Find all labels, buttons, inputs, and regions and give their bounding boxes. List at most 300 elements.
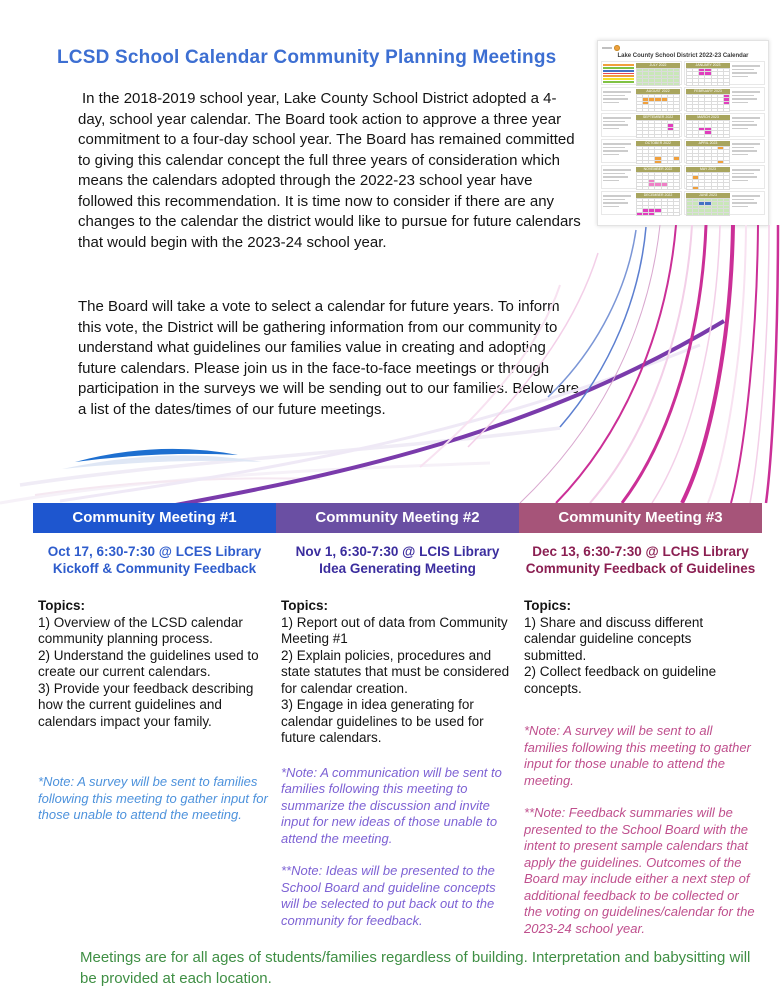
text-line bbox=[603, 143, 631, 145]
day-cell bbox=[693, 199, 698, 201]
mini-month-card bbox=[601, 139, 682, 163]
day-cell bbox=[649, 69, 654, 71]
day-cell bbox=[662, 147, 667, 149]
day-cell bbox=[699, 206, 704, 208]
day-cell bbox=[724, 128, 729, 130]
day-cell bbox=[699, 161, 704, 163]
text-line bbox=[603, 199, 625, 201]
day-cell bbox=[712, 109, 717, 111]
topic-item: 2) Explain policies, procedures and state statutes that must be considered for calendar creation. bbox=[281, 647, 510, 696]
mini-month-name: MARCH 2023 bbox=[686, 115, 730, 120]
legend-stripe bbox=[603, 81, 634, 83]
day-cell bbox=[699, 69, 704, 71]
day-cell bbox=[712, 206, 717, 208]
day-cell bbox=[662, 121, 667, 123]
day-cell bbox=[712, 187, 717, 189]
mini-month-grid bbox=[686, 198, 730, 216]
day-cell bbox=[649, 150, 654, 152]
day-cell bbox=[643, 98, 648, 100]
topic-item: 2) Understand the guidelines used to create our current calendars. bbox=[38, 647, 259, 679]
day-cell bbox=[637, 147, 642, 149]
month-notes-lines bbox=[732, 115, 763, 135]
text-line bbox=[732, 173, 754, 175]
day-cell bbox=[649, 206, 654, 208]
day-cell bbox=[712, 79, 717, 81]
day-cell bbox=[655, 131, 660, 133]
day-cell bbox=[668, 147, 673, 149]
day-cell bbox=[668, 76, 673, 78]
day-cell bbox=[724, 180, 729, 182]
day-cell bbox=[724, 83, 729, 85]
day-cell bbox=[705, 206, 710, 208]
text-line bbox=[732, 72, 757, 74]
day-cell bbox=[699, 213, 704, 215]
day-cell bbox=[693, 213, 698, 215]
meeting-1-subtitle bbox=[33, 543, 276, 577]
day-cell bbox=[637, 109, 642, 111]
day-cell bbox=[718, 95, 723, 97]
day-cell bbox=[712, 83, 717, 85]
day-cell bbox=[687, 213, 692, 215]
topic-item: 1) Overview of the LCSD calendar community planning process. bbox=[38, 614, 243, 646]
day-cell bbox=[687, 161, 692, 163]
day-cell bbox=[674, 135, 679, 137]
day-cell bbox=[712, 147, 717, 149]
day-cell bbox=[712, 131, 717, 133]
day-cell bbox=[718, 150, 723, 152]
day-cell bbox=[687, 102, 692, 104]
day-cell bbox=[718, 213, 723, 215]
day-cell bbox=[649, 109, 654, 111]
text-line bbox=[732, 147, 754, 149]
day-cell bbox=[712, 72, 717, 74]
day-cell bbox=[718, 161, 723, 163]
meeting-2-subtitle-line2: Idea Generating Meeting bbox=[319, 561, 476, 576]
day-cell bbox=[668, 131, 673, 133]
day-cell bbox=[724, 213, 729, 215]
mini-month-name: JANUARY 2023 bbox=[686, 63, 730, 68]
meeting-3-date-location: Dec 13, 6:30-7:30 @ LCHS Library bbox=[532, 544, 749, 559]
day-cell bbox=[637, 180, 642, 182]
day-cell bbox=[718, 121, 723, 123]
day-cell bbox=[643, 209, 648, 211]
day-cell bbox=[718, 83, 723, 85]
day-cell bbox=[687, 124, 692, 126]
day-cell bbox=[687, 131, 692, 133]
text-line bbox=[603, 91, 631, 93]
mini-month-grid bbox=[686, 68, 730, 86]
day-cell bbox=[693, 209, 698, 211]
day-cell bbox=[718, 206, 723, 208]
day-cell bbox=[718, 69, 723, 71]
day-cell bbox=[718, 199, 723, 201]
day-cell bbox=[705, 187, 710, 189]
day-cell bbox=[662, 150, 667, 152]
day-cell bbox=[668, 157, 673, 159]
text-line bbox=[732, 102, 748, 104]
day-cell bbox=[705, 154, 710, 156]
day-cell bbox=[718, 147, 723, 149]
month-notes-lines bbox=[603, 141, 634, 161]
meeting-3-header: Community Meeting #3 bbox=[519, 503, 762, 533]
mini-month-card bbox=[684, 191, 765, 215]
day-cell bbox=[655, 76, 660, 78]
calendar-month-grid bbox=[601, 61, 765, 215]
month-notes-lines bbox=[732, 193, 763, 213]
day-cell bbox=[705, 183, 710, 185]
day-cell bbox=[643, 131, 648, 133]
day-cell bbox=[712, 102, 717, 104]
day-cell bbox=[655, 124, 660, 126]
mini-month-calendar bbox=[636, 89, 680, 109]
calendar-thumbnail bbox=[597, 40, 769, 226]
day-cell bbox=[699, 202, 704, 204]
day-cell bbox=[668, 154, 673, 156]
mini-month-grid bbox=[686, 146, 730, 164]
day-cell bbox=[718, 79, 723, 81]
day-cell bbox=[724, 105, 729, 107]
month-notes-lines bbox=[603, 167, 634, 187]
day-cell bbox=[693, 187, 698, 189]
page-title: LCSD School Calendar Community Planning Meetings bbox=[57, 47, 557, 68]
day-cell bbox=[712, 176, 717, 178]
day-cell bbox=[693, 180, 698, 182]
day-cell bbox=[662, 206, 667, 208]
day-cell bbox=[655, 109, 660, 111]
day-cell bbox=[655, 147, 660, 149]
day-cell bbox=[649, 154, 654, 156]
day-cell bbox=[674, 147, 679, 149]
day-cell bbox=[687, 183, 692, 185]
day-cell bbox=[649, 209, 654, 211]
legend-stripe bbox=[603, 78, 634, 80]
day-cell bbox=[724, 199, 729, 201]
day-cell bbox=[699, 79, 704, 81]
mini-month-name: NOVEMBER 2022 bbox=[636, 167, 680, 172]
day-cell bbox=[693, 76, 698, 78]
day-cell bbox=[668, 135, 673, 137]
day-cell bbox=[668, 202, 673, 204]
day-cell bbox=[649, 83, 654, 85]
topic-item: 2) Collect feedback on guideline concepts. bbox=[524, 664, 717, 696]
day-cell bbox=[674, 98, 679, 100]
day-cell bbox=[637, 157, 642, 159]
day-cell bbox=[643, 79, 648, 81]
day-cell bbox=[649, 102, 654, 104]
text-line bbox=[732, 176, 757, 178]
mini-month-name: APRIL 2023 bbox=[686, 141, 730, 146]
day-cell bbox=[724, 187, 729, 189]
topics-label: Topics: bbox=[281, 598, 328, 613]
mini-month-name: JULY 2022 bbox=[636, 63, 680, 68]
meeting-2-note: **Note: Ideas will be presented to the School Board and guideline concepts will be selected to put back out to the community for feedback. bbox=[281, 863, 496, 928]
day-cell bbox=[655, 176, 660, 178]
day-cell bbox=[712, 121, 717, 123]
text-line bbox=[732, 169, 760, 171]
day-cell bbox=[724, 176, 729, 178]
day-cell bbox=[718, 154, 723, 156]
day-cell bbox=[718, 72, 723, 74]
text-line bbox=[732, 69, 754, 71]
day-cell bbox=[693, 157, 698, 159]
day-cell bbox=[699, 72, 704, 74]
day-cell bbox=[655, 180, 660, 182]
meeting-column-2 bbox=[276, 503, 519, 937]
mini-month-card bbox=[601, 87, 682, 111]
meeting-2-note: *Note: A communication will be sent to families following this meeting to summarize the discussion and invite input for new ideas of those unable to attend the meeting. bbox=[281, 764, 502, 846]
day-cell bbox=[693, 95, 698, 97]
day-cell bbox=[662, 131, 667, 133]
text-line bbox=[732, 65, 760, 67]
day-cell bbox=[699, 121, 704, 123]
day-cell bbox=[712, 150, 717, 152]
day-cell bbox=[705, 121, 710, 123]
text-line bbox=[603, 98, 628, 100]
day-cell bbox=[705, 150, 710, 152]
day-cell bbox=[712, 199, 717, 201]
day-cell bbox=[687, 109, 692, 111]
day-cell bbox=[643, 183, 648, 185]
day-cell bbox=[687, 157, 692, 159]
day-cell bbox=[649, 121, 654, 123]
mini-month-name: SEPTEMBER 2022 bbox=[636, 115, 680, 120]
day-cell bbox=[712, 95, 717, 97]
day-cell bbox=[649, 183, 654, 185]
day-cell bbox=[693, 121, 698, 123]
day-cell bbox=[649, 199, 654, 201]
day-cell bbox=[724, 79, 729, 81]
day-cell bbox=[693, 147, 698, 149]
mini-month-grid bbox=[636, 68, 680, 86]
day-cell bbox=[674, 183, 679, 185]
day-cell bbox=[674, 95, 679, 97]
mini-month-card bbox=[601, 61, 682, 85]
mini-month-name: AUGUST 2022 bbox=[636, 89, 680, 94]
day-cell bbox=[649, 76, 654, 78]
day-cell bbox=[705, 202, 710, 204]
day-cell bbox=[662, 135, 667, 137]
day-cell bbox=[693, 102, 698, 104]
district-logo-icon bbox=[614, 45, 620, 51]
day-cell bbox=[687, 105, 692, 107]
day-cell bbox=[693, 79, 698, 81]
day-cell bbox=[687, 180, 692, 182]
mini-month-card bbox=[684, 139, 765, 163]
meeting-2-header: Community Meeting #2 bbox=[276, 503, 519, 533]
day-cell bbox=[674, 199, 679, 201]
day-cell bbox=[705, 176, 710, 178]
day-cell bbox=[687, 98, 692, 100]
day-cell bbox=[724, 102, 729, 104]
text-line bbox=[732, 199, 754, 201]
day-cell bbox=[637, 79, 642, 81]
day-cell bbox=[674, 124, 679, 126]
text-line bbox=[603, 95, 625, 97]
day-cell bbox=[643, 180, 648, 182]
day-cell bbox=[705, 109, 710, 111]
day-cell bbox=[712, 173, 717, 175]
day-cell bbox=[712, 105, 717, 107]
day-cell bbox=[643, 69, 648, 71]
day-cell bbox=[637, 95, 642, 97]
mini-month-name: DECEMBER 2022 bbox=[636, 193, 680, 198]
text-line bbox=[603, 150, 628, 152]
mini-month-calendar bbox=[636, 193, 680, 213]
text-line bbox=[732, 143, 760, 145]
day-cell bbox=[724, 202, 729, 204]
month-notes-lines bbox=[732, 167, 763, 187]
mini-month-calendar bbox=[686, 141, 730, 161]
text-line bbox=[732, 128, 748, 130]
day-cell bbox=[655, 199, 660, 201]
mini-month-calendar bbox=[636, 167, 680, 187]
meeting-3-subtitle bbox=[519, 543, 762, 577]
day-cell bbox=[693, 69, 698, 71]
mini-month-grid bbox=[686, 120, 730, 138]
text-line bbox=[732, 206, 748, 208]
day-cell bbox=[705, 161, 710, 163]
day-cell bbox=[693, 131, 698, 133]
day-cell bbox=[705, 135, 710, 137]
text-line bbox=[603, 176, 628, 178]
topics-label: Topics: bbox=[38, 598, 85, 613]
day-cell bbox=[668, 105, 673, 107]
mini-month-card bbox=[684, 165, 765, 189]
day-cell bbox=[712, 135, 717, 137]
day-cell bbox=[705, 102, 710, 104]
day-cell bbox=[718, 183, 723, 185]
day-cell bbox=[705, 147, 710, 149]
day-cell bbox=[705, 69, 710, 71]
day-cell bbox=[699, 109, 704, 111]
day-cell bbox=[699, 157, 704, 159]
day-cell bbox=[674, 128, 679, 130]
mini-month-calendar bbox=[636, 115, 680, 135]
mini-month-calendar bbox=[686, 63, 730, 83]
day-cell bbox=[662, 105, 667, 107]
meeting-column-3 bbox=[519, 503, 762, 937]
day-cell bbox=[687, 173, 692, 175]
day-cell bbox=[699, 128, 704, 130]
day-cell bbox=[674, 173, 679, 175]
day-cell bbox=[674, 131, 679, 133]
day-cell bbox=[718, 176, 723, 178]
day-cell bbox=[637, 199, 642, 201]
text-line bbox=[603, 147, 625, 149]
day-cell bbox=[674, 105, 679, 107]
day-cell bbox=[699, 98, 704, 100]
day-cell bbox=[649, 131, 654, 133]
day-cell bbox=[718, 157, 723, 159]
day-cell bbox=[687, 128, 692, 130]
day-cell bbox=[643, 154, 648, 156]
day-cell bbox=[699, 187, 704, 189]
day-cell bbox=[649, 79, 654, 81]
legend-stripe bbox=[603, 64, 634, 66]
day-cell bbox=[643, 199, 648, 201]
topics-label: Topics: bbox=[524, 598, 571, 613]
day-cell bbox=[643, 176, 648, 178]
day-cell bbox=[724, 157, 729, 159]
day-cell bbox=[668, 128, 673, 130]
day-cell bbox=[655, 72, 660, 74]
day-cell bbox=[637, 150, 642, 152]
day-cell bbox=[699, 150, 704, 152]
mini-month-card bbox=[601, 191, 682, 215]
day-cell bbox=[637, 213, 642, 215]
day-cell bbox=[655, 95, 660, 97]
day-cell bbox=[712, 161, 717, 163]
day-cell bbox=[662, 128, 667, 130]
day-cell bbox=[637, 131, 642, 133]
day-cell bbox=[643, 187, 648, 189]
day-cell bbox=[662, 202, 667, 204]
text-line bbox=[732, 124, 757, 126]
meeting-1-topics bbox=[33, 598, 276, 730]
day-cell bbox=[674, 150, 679, 152]
mini-month-name: FEBRUARY 2023 bbox=[686, 89, 730, 94]
day-cell bbox=[712, 76, 717, 78]
district-logo bbox=[601, 44, 765, 52]
day-cell bbox=[674, 109, 679, 111]
day-cell bbox=[699, 131, 704, 133]
legend-stripe bbox=[603, 73, 634, 75]
day-cell bbox=[712, 128, 717, 130]
day-cell bbox=[643, 147, 648, 149]
day-cell bbox=[693, 72, 698, 74]
day-cell bbox=[643, 124, 648, 126]
text-line bbox=[732, 98, 757, 100]
day-cell bbox=[674, 176, 679, 178]
day-cell bbox=[705, 124, 710, 126]
day-cell bbox=[674, 157, 679, 159]
day-cell bbox=[674, 187, 679, 189]
month-notes-lines bbox=[603, 115, 634, 135]
month-notes-lines bbox=[732, 89, 763, 109]
day-cell bbox=[643, 95, 648, 97]
day-cell bbox=[643, 76, 648, 78]
day-cell bbox=[662, 183, 667, 185]
day-cell bbox=[705, 213, 710, 215]
mini-month-calendar bbox=[636, 141, 680, 161]
text-line bbox=[603, 195, 631, 197]
day-cell bbox=[662, 98, 667, 100]
day-cell bbox=[712, 183, 717, 185]
day-cell bbox=[724, 109, 729, 111]
text-line bbox=[603, 169, 631, 171]
day-cell bbox=[693, 124, 698, 126]
day-cell bbox=[662, 102, 667, 104]
text-line bbox=[603, 124, 628, 126]
day-cell bbox=[655, 213, 660, 215]
day-cell bbox=[718, 180, 723, 182]
mini-month-name: MAY 2023 bbox=[686, 167, 730, 172]
meeting-3-topics bbox=[519, 598, 762, 697]
meeting-1-subtitle-line2: Kickoff & Community Feedback bbox=[52, 561, 257, 576]
day-cell bbox=[649, 202, 654, 204]
day-cell bbox=[662, 213, 667, 215]
day-cell bbox=[655, 187, 660, 189]
day-cell bbox=[724, 69, 729, 71]
day-cell bbox=[655, 128, 660, 130]
day-cell bbox=[655, 154, 660, 156]
day-cell bbox=[718, 102, 723, 104]
day-cell bbox=[674, 76, 679, 78]
day-cell bbox=[705, 83, 710, 85]
day-cell bbox=[718, 98, 723, 100]
day-cell bbox=[674, 206, 679, 208]
day-cell bbox=[649, 173, 654, 175]
